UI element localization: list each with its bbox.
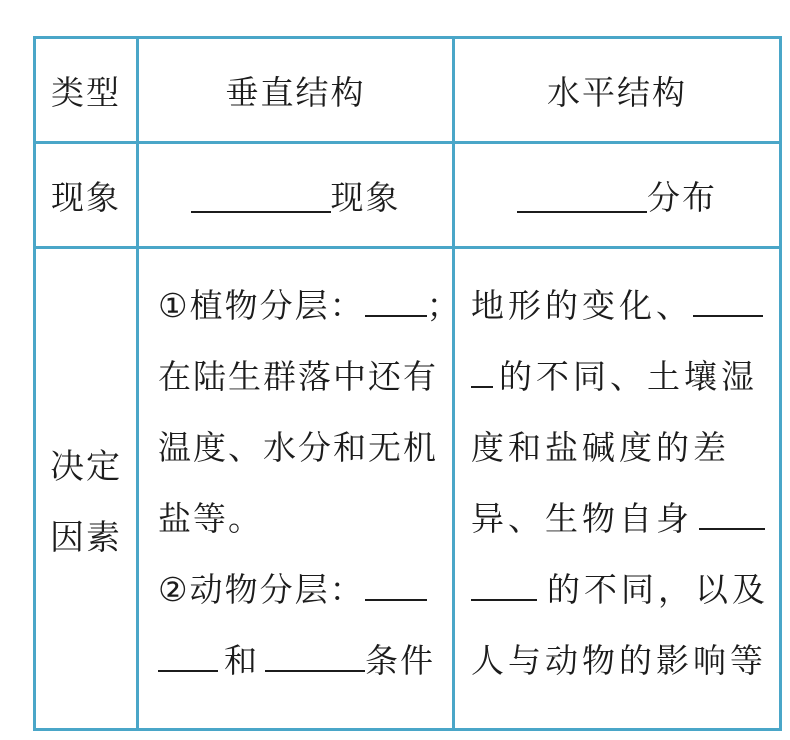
fill-blank [471,351,493,388]
factors-horizontal-text: 异、生物自身 [471,499,693,538]
fill-blank [517,177,647,214]
fill-blank [471,564,537,601]
factors-vertical-text: ①植物分层： [158,286,365,325]
phenomenon-label: 现象 [51,177,121,217]
factors-label-line: 因素 [50,518,122,558]
factors-vertical-text: ②动物分层： [158,570,365,609]
phenomenon-label-cell [36,144,136,246]
factors-vertical-cell [139,249,462,728]
factors-vertical-text: 和 [224,641,259,680]
fill-blank [158,635,218,672]
fill-blank [265,635,365,672]
header-horizontal-label: 水平结构 [547,72,687,112]
fill-blank [365,564,427,601]
factors-label-line: 决定 [50,447,122,487]
factors-horizontal-text: 人与动物的影响等 [471,641,767,680]
comparison-table [33,36,782,731]
header-horizontal-cell [455,39,779,141]
phenomenon-vertical-text: 现象 [330,177,401,217]
factors-horizontal-text: 度和盐碱度的差 [471,428,730,467]
factors-vertical-text: 在陆生群落中还有 [158,357,438,396]
factors-vertical-text: 温度、水分和无机 [158,428,438,467]
factors-vertical-text: 盐等。 [158,499,263,538]
header-vertical-cell [139,39,452,141]
fill-blank [699,493,765,530]
factors-horizontal-text: 的不同、土壤湿 [499,357,758,396]
fill-blank [693,280,763,317]
header-type-label: 类型 [51,72,121,112]
header-vertical-label: 垂直结构 [225,72,366,112]
factors-horizontal-text: 地形的变化、 [471,286,693,325]
factors-label-cell [36,249,136,728]
phenomenon-vertical-cell [139,144,452,246]
factors-horizontal-text: 的不同，以及 [547,570,769,609]
phenomenon-horizontal-text: 分布 [647,177,717,217]
phenomenon-horizontal-cell [455,144,779,246]
factors-vertical-text: ； [426,286,462,325]
fill-blank [191,177,331,214]
factors-horizontal-cell [455,249,779,728]
header-type-cell [36,39,136,141]
factors-vertical-text: 条件 [365,641,435,680]
fill-blank [365,280,427,317]
